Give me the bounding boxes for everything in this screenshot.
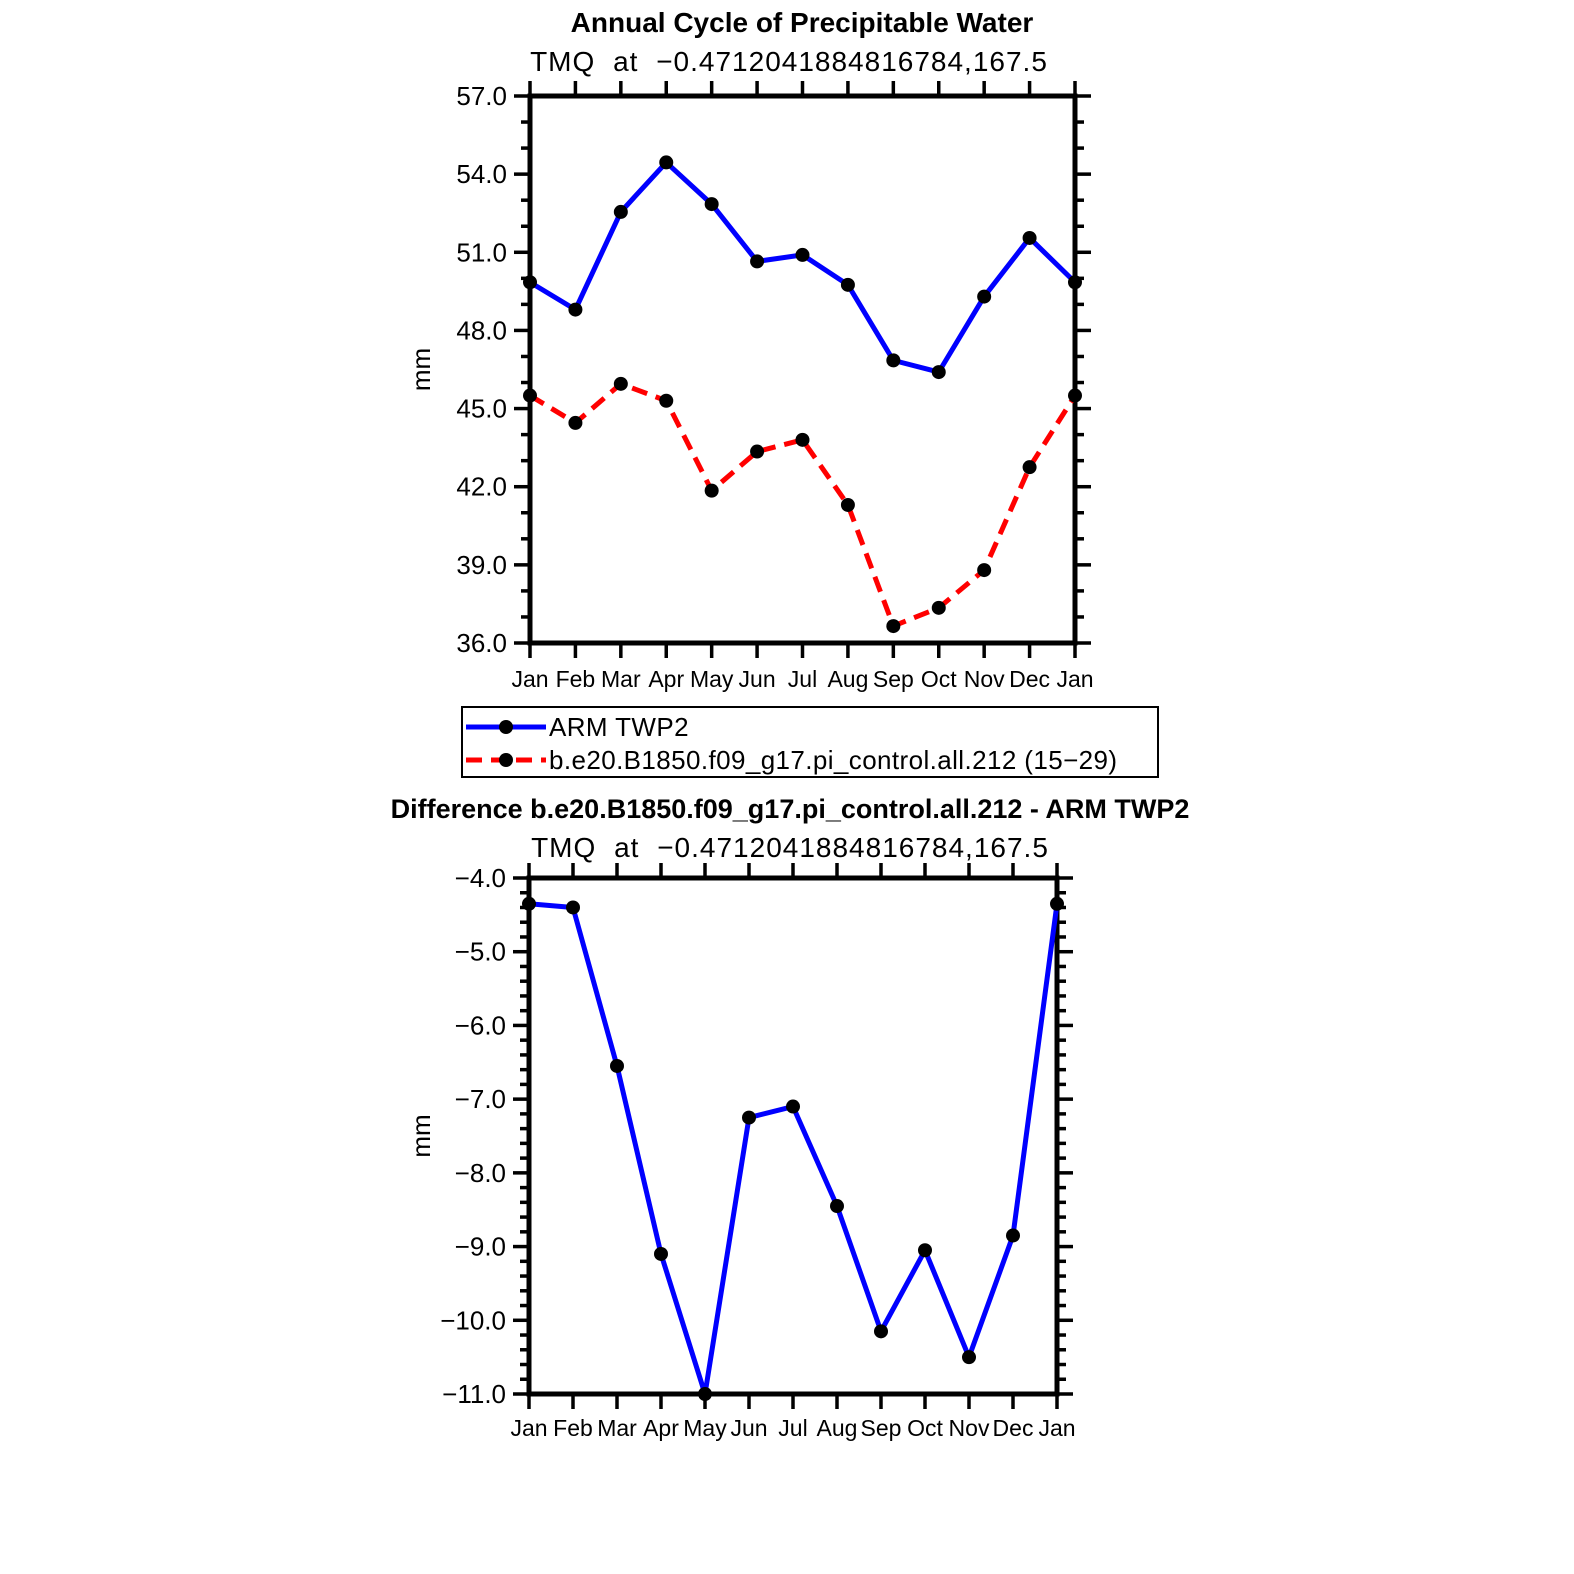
y-axis-label: mm (406, 347, 436, 392)
svg-text:Aug: Aug (827, 666, 869, 692)
svg-text:Dec: Dec (1009, 666, 1051, 692)
svg-text:Jun: Jun (738, 666, 776, 692)
svg-text:Sep: Sep (872, 666, 914, 692)
difference-marker (918, 1243, 932, 1257)
pi-control-marker (886, 619, 900, 633)
difference-marker (698, 1387, 712, 1401)
svg-text:Nov: Nov (963, 666, 1005, 692)
pi-control-marker (977, 563, 991, 577)
svg-text:57.0: 57.0 (456, 81, 507, 111)
arm-twp2-marker (886, 353, 900, 367)
svg-text:−4.0: −4.0 (454, 863, 506, 893)
legend-item-obs (463, 712, 689, 742)
arm-twp2-marker (841, 278, 855, 292)
svg-text:48.0: 48.0 (456, 315, 507, 346)
svg-text:Jan: Jan (511, 666, 549, 692)
arm-twp2-marker (659, 155, 673, 169)
svg-text:39.0: 39.0 (456, 549, 507, 580)
pi-control-marker (614, 377, 628, 391)
svg-text:54.0: 54.0 (456, 159, 507, 190)
pi-control-marker (1068, 389, 1082, 403)
svg-text:36.0: 36.0 (456, 628, 507, 658)
difference-marker (830, 1199, 844, 1213)
svg-text:Sep: Sep (860, 1415, 902, 1441)
svg-text:Aug: Aug (816, 1415, 858, 1441)
svg-text:−7.0: −7.0 (454, 1084, 506, 1115)
legend-label-model: b.e20.B1850.f09_g17.pi_control.all.212 (15−29) (549, 744, 1118, 775)
svg-text:Nov: Nov (948, 1415, 990, 1441)
svg-text:−5.0: −5.0 (454, 936, 506, 967)
svg-text:45.0: 45.0 (456, 393, 507, 424)
difference-marker (522, 897, 536, 911)
pi-control-marker (568, 416, 582, 430)
svg-text:Oct: Oct (907, 1415, 943, 1441)
svg-text:42.0: 42.0 (456, 471, 507, 502)
difference-marker (874, 1324, 888, 1338)
difference-marker (610, 1059, 624, 1073)
arm-twp2-marker (932, 365, 946, 379)
pi-control-marker (1023, 460, 1037, 474)
pi-control-marker (659, 394, 673, 408)
arm-twp2-marker (1023, 231, 1037, 245)
arm-twp2-marker (523, 275, 537, 289)
chart1-subtitle: TMQ at −0.4712041884816784,167.5 (530, 46, 1048, 77)
difference-marker (962, 1350, 976, 1364)
svg-text:−10.0: −10.0 (440, 1305, 506, 1336)
legend-item-model (463, 745, 1117, 775)
svg-text:Jan: Jan (1056, 666, 1094, 692)
svg-text:Mar: Mar (597, 1415, 637, 1441)
difference-marker (1050, 897, 1064, 911)
arm-twp2-marker (614, 205, 628, 219)
svg-text:Mar: Mar (601, 666, 641, 692)
arm-twp2-marker (1068, 275, 1082, 289)
pi-control-marker (841, 498, 855, 512)
legend-line-sample-obs (466, 714, 546, 740)
arm-twp2-line (530, 162, 1075, 372)
svg-text:Jan: Jan (1038, 1415, 1076, 1441)
svg-text:Jul: Jul (778, 1415, 808, 1441)
chart2-title: Difference b.e20.B1850.f09_g17.pi_control.all.212 - ARM TWP2 (390, 794, 1190, 824)
difference-marker (742, 1111, 756, 1125)
arm-twp2-marker (750, 254, 764, 268)
svg-text:May: May (689, 666, 734, 692)
pi-control-marker (750, 445, 764, 459)
svg-text:−8.0: −8.0 (454, 1157, 506, 1188)
svg-text:Oct: Oct (920, 666, 957, 692)
pi-control-marker (705, 484, 719, 498)
svg-text:Jun: Jun (730, 1415, 768, 1441)
svg-text:Jul: Jul (787, 666, 818, 692)
svg-text:Jan: Jan (510, 1415, 548, 1441)
svg-text:Apr: Apr (643, 1415, 679, 1441)
svg-text:−11.0: −11.0 (442, 1379, 506, 1409)
chart2-subtitle: TMQ at −0.4712041884816784,167.5 (531, 832, 1049, 863)
annual-cycle-plot (406, 81, 1094, 692)
arm-twp2-marker (977, 290, 991, 304)
svg-text:Feb: Feb (553, 1415, 593, 1441)
pi-control-marker (796, 433, 810, 447)
legend-label-obs: ARM TWP2 (549, 711, 689, 742)
legend-line-sample-model (466, 747, 546, 773)
difference-marker (1006, 1229, 1020, 1243)
svg-text:Feb: Feb (555, 666, 596, 692)
svg-text:−6.0: −6.0 (454, 1010, 506, 1041)
y-axis-label: mm (406, 1114, 436, 1158)
pi-control-marker (932, 601, 946, 615)
svg-text:May: May (683, 1415, 727, 1441)
arm-twp2-marker (796, 248, 810, 262)
difference-plot (406, 863, 1076, 1441)
pi-control-marker (523, 389, 537, 403)
arm-twp2-marker (568, 303, 582, 317)
svg-text:Dec: Dec (992, 1415, 1034, 1441)
pi-control-line (530, 384, 1075, 626)
svg-text:51.0: 51.0 (456, 237, 507, 268)
difference-marker (786, 1100, 800, 1114)
legend (461, 706, 1159, 778)
svg-text:Apr: Apr (648, 666, 685, 692)
arm-twp2-marker (705, 197, 719, 211)
difference-marker (566, 900, 580, 914)
difference-line (529, 904, 1057, 1394)
difference-marker (654, 1247, 668, 1261)
svg-text:−9.0: −9.0 (454, 1231, 506, 1262)
chart1-title: Annual Cycle of Precipitable Water (570, 7, 1034, 38)
